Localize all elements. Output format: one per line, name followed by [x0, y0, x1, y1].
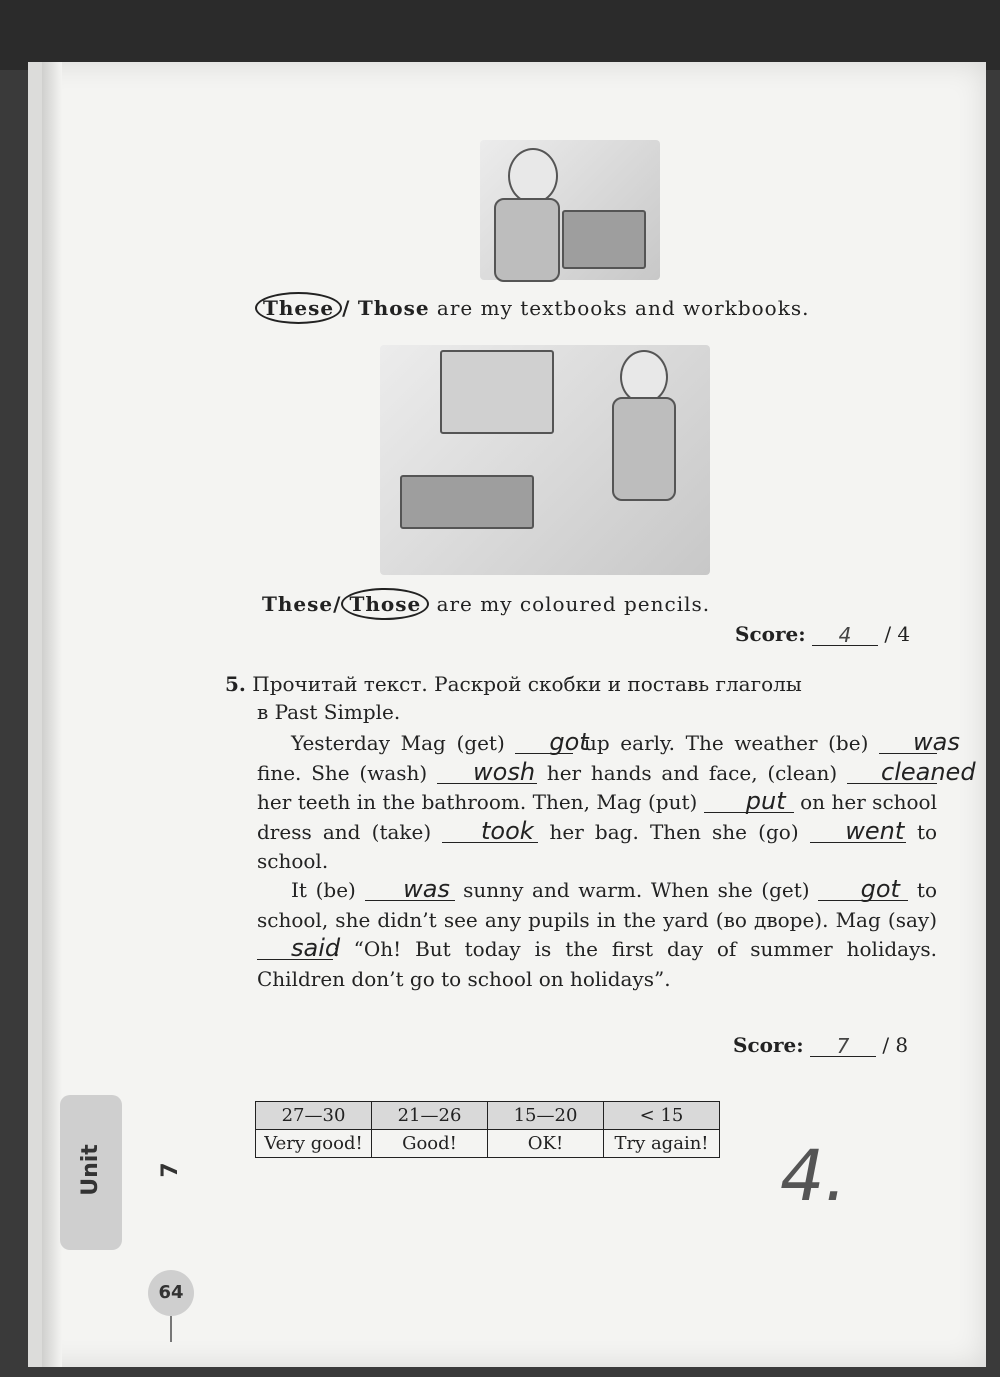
range-cell: 15—20 — [488, 1102, 604, 1130]
balloon-string — [170, 1316, 172, 1342]
range-cell: 27—30 — [256, 1102, 372, 1130]
rating-cell: Very good! — [256, 1130, 372, 1158]
option-those-circled: Those — [341, 588, 429, 620]
score-exercise4: Score: 4 / 4 — [735, 622, 911, 647]
rating-cell: Good! — [372, 1130, 488, 1158]
unit-label: Unit 7 — [78, 1144, 183, 1196]
answer-said: said — [257, 937, 333, 960]
score-scale-table — [255, 1101, 720, 1158]
page-edge — [28, 62, 42, 1367]
score-value: 4 — [812, 623, 878, 646]
answer-took: took — [442, 820, 538, 843]
score-exercise5: Score: 7 / 8 — [733, 1033, 909, 1058]
rating-cell: Try again! — [604, 1130, 720, 1158]
range-cell: < 15 — [604, 1102, 720, 1130]
scan-background — [0, 0, 1000, 70]
answer-got-1: got — [515, 731, 573, 754]
option-those: Those — [357, 296, 430, 320]
sentence-textbooks: These / Those are my textbooks and workbooks. — [255, 292, 809, 324]
answer-cleaned: cleaned — [847, 761, 937, 784]
answer-got-2: got — [818, 878, 908, 901]
option-these-circled: These — [255, 292, 342, 324]
answer-wosh: wosh — [437, 761, 537, 784]
answer-was-2: was — [365, 878, 455, 901]
answer-put: put — [704, 790, 794, 813]
handwritten-grade: 4. — [780, 1135, 847, 1217]
exercise5-paragraph1: Yesterday Mag (get) got up early. The weather (be) was fine. She (wash) wosh her hands and face, (clean) cleaned her teeth in the bathroom. Then, Mag (put) put on her school dress and (take) took her bag. Then she (go) went to school. — [257, 728, 976, 873]
illustration-girl-with-books — [480, 140, 660, 280]
illustration-girl-with-pencils — [380, 345, 710, 575]
range-cell: 21—26 — [372, 1102, 488, 1130]
score-value: 7 — [810, 1034, 876, 1057]
exercise5-instruction: 5. Прочитай текст. Раскрой скобки и поставь глаголы в Past Simple. — [225, 672, 802, 724]
exercise5-paragraph2: It (be) was sunny and warm. When she (get) got to school, she didn’t see any pupils in the yard (во дворе). Mag (say) said: “Oh! But today is the first day of summer holidays. Children don’t go to school on holidays”. — [257, 875, 937, 991]
page-number-balloon: 64 — [148, 1270, 194, 1316]
option-these: These — [262, 592, 334, 616]
answer-went: went — [810, 820, 906, 843]
sentence-pencils: These/ Those are my coloured pencils. — [262, 588, 710, 620]
answer-was-1: was — [879, 731, 937, 754]
rating-cell: OK! — [488, 1130, 604, 1158]
